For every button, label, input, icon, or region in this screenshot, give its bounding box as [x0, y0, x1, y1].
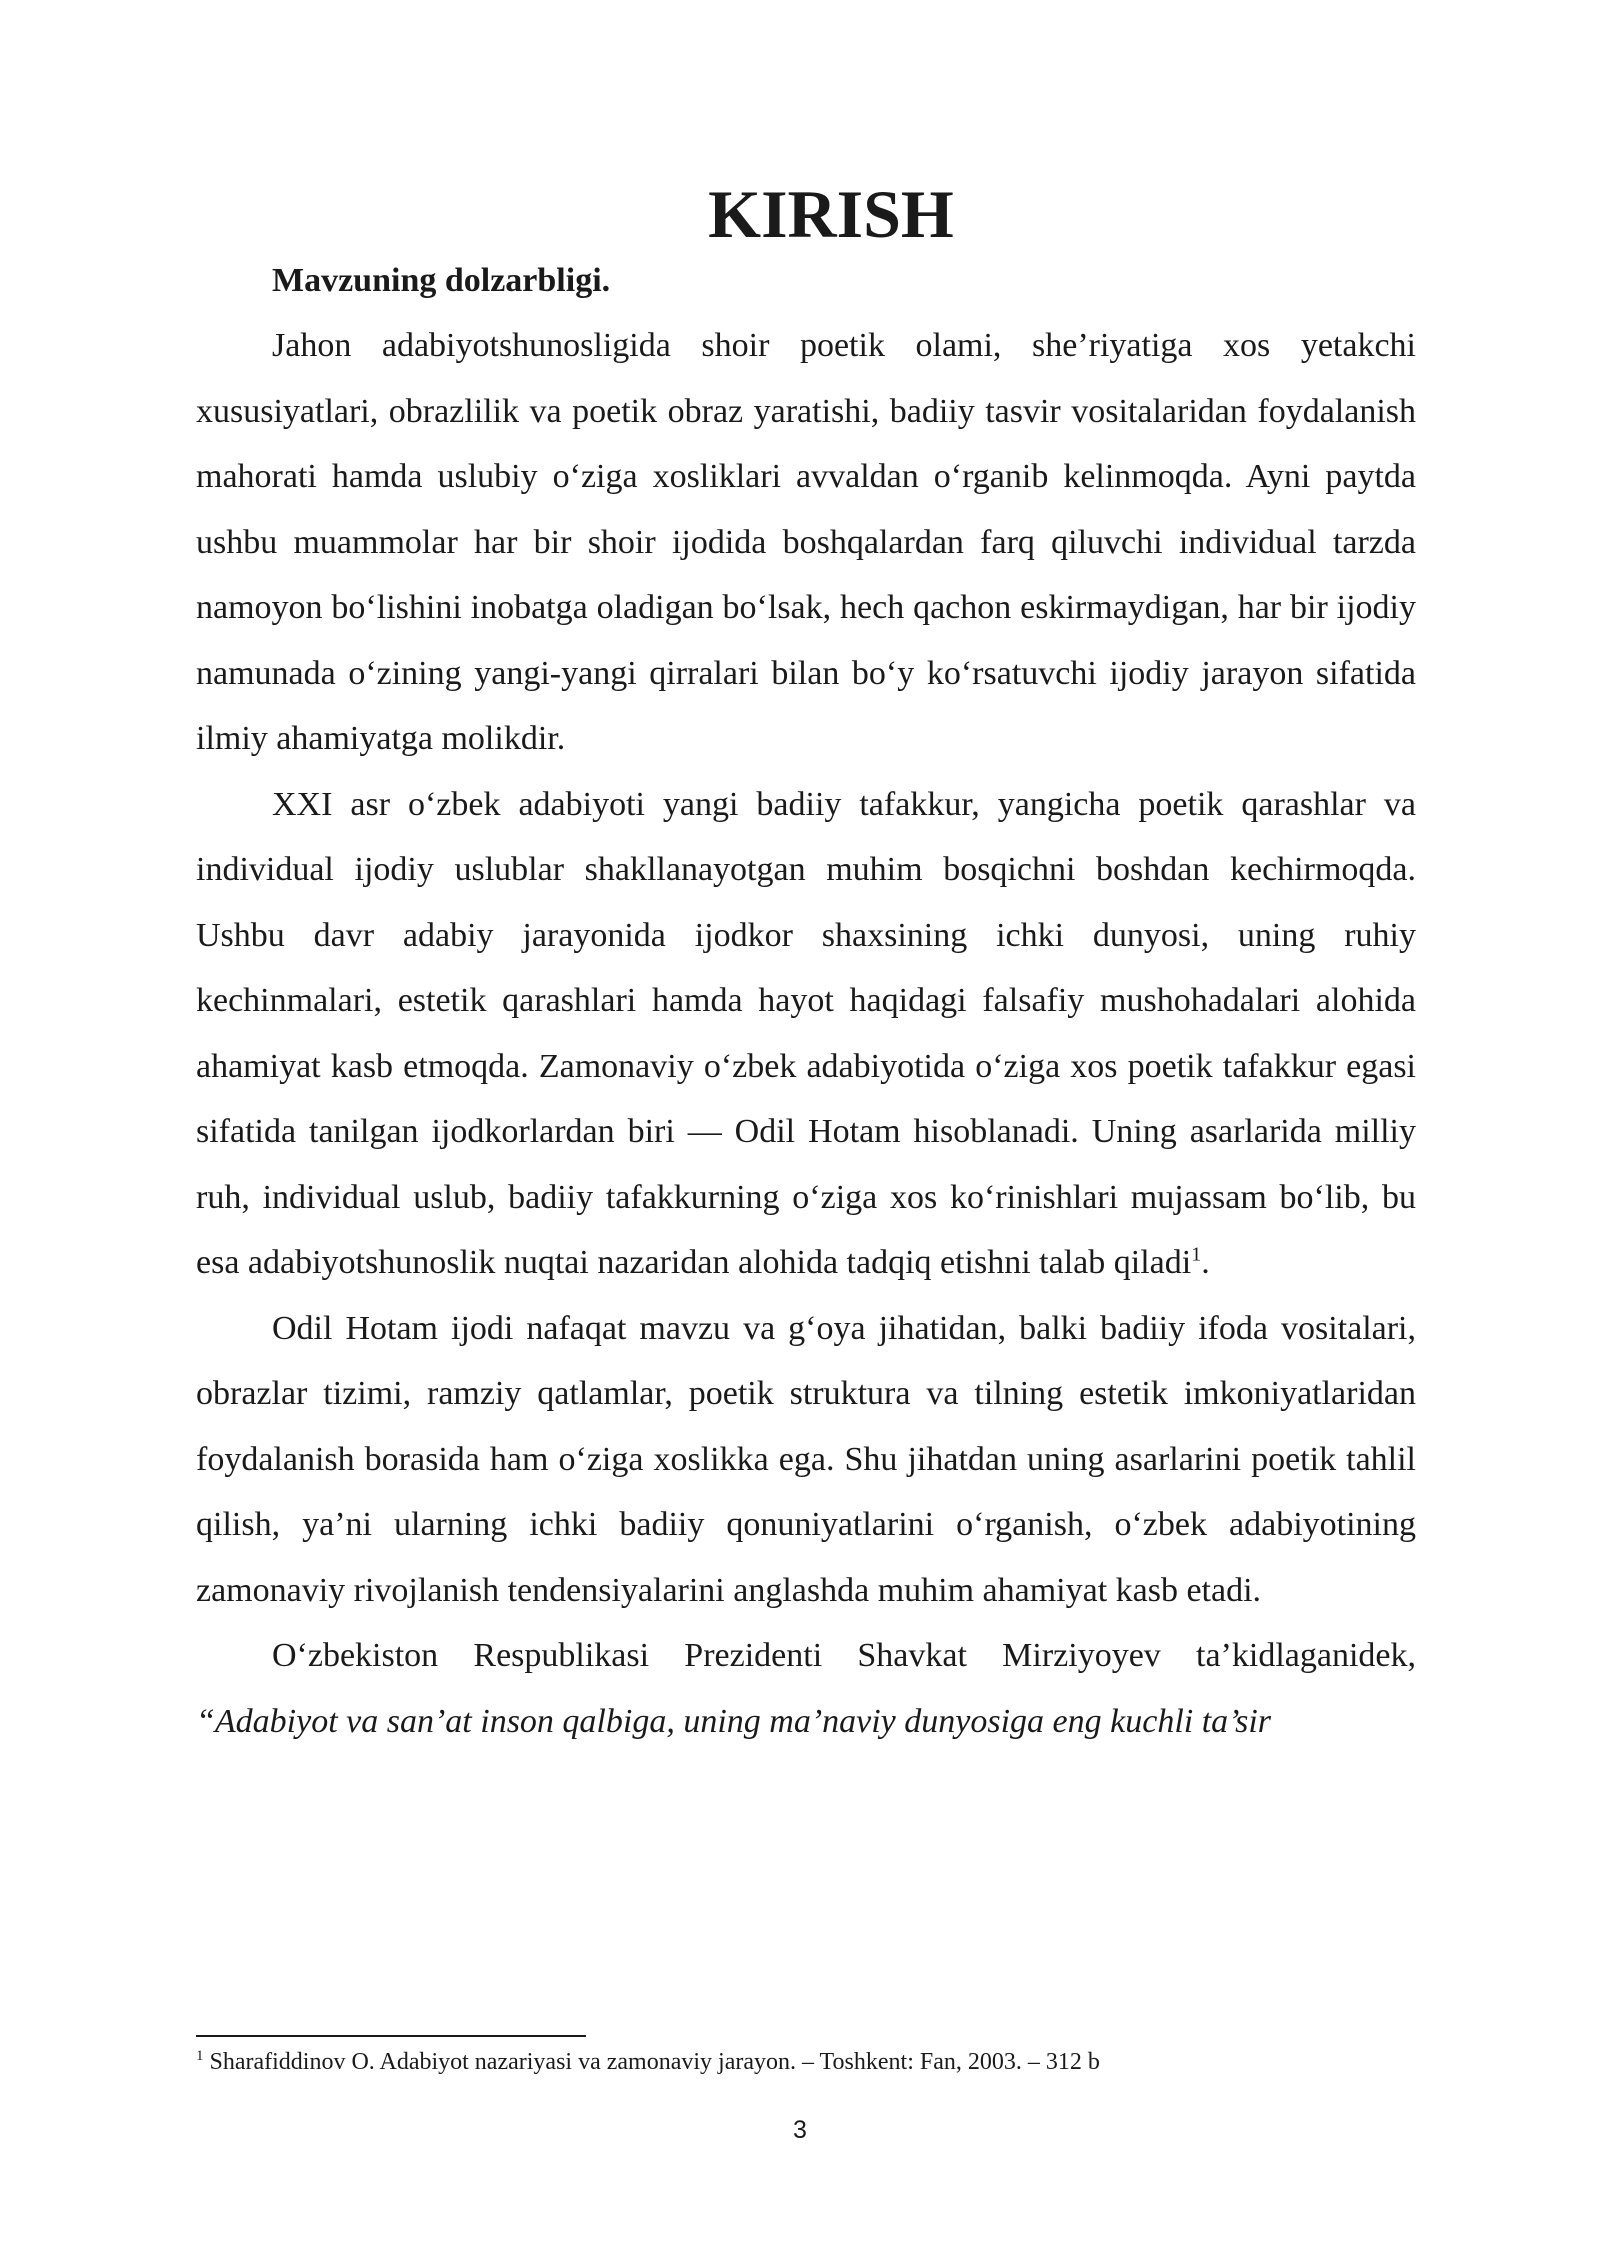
paragraph-2 [196, 772, 1416, 1296]
section-heading: Mavzuning dolzarbligi. [272, 261, 611, 299]
footnote [196, 2046, 1416, 2078]
footnote-reference[interactable]: 1 [1191, 1243, 1202, 1266]
paragraph-4-text: O‘zbekiston Respublikasi Prezidenti Shavkat Mirziyoyev ta’kidlaganidek, [272, 1637, 1416, 1674]
chapter-title: KIRISH [708, 176, 954, 252]
paragraph-1: Jahon adabiyotshunosligida shoir poetik olami, she’riyatiga xos yetakchi xususiyatlari, obrazlilik va poetik obraz yaratishi, badiiy tasvir vositalaridan foydalanish mahorati hamda uslubiy o‘ziga xosliklari avvaldan o‘rganib kelinmoqda. Ayni paytda ushbu muammolar har bir shoir ijodida boshqalardan farq qiluvchi individual tarzda namoyon bo‘lishini inobatga oladigan bo‘lsak, hech qachon eskirmaydigan, har bir ijodiy namunada o‘zining yangi-yangi qirralari bilan bo‘y ko‘rsatuvchi ijodiy jarayon sifatida ilmiy ahamiyatga molikdir. [196, 327, 1416, 757]
footnote-marker: 1 [196, 2048, 204, 2064]
page-number: 3 [793, 2116, 807, 2144]
paragraph-3: Odil Hotam ijodi nafaqat mavzu va g‘oya jihatidan, balki badiiy ifoda vositalari, obrazlar tizimi, ramziy qatlamlar, poetik struktura va tilning estetik imkoniyatlaridan foydalanish borasida ham o‘ziga xoslikka ega. Shu jihatdan uning asarlarini poetik tahlil qilish, ya’ni ularning ichki badiiy qonuniyatlarini o‘rganish, o‘zbek adabiyotining zamonaviy rivojlanish tendensiyalarini anglashda muhim ahamiyat kasb etadi. [196, 1309, 1416, 1609]
paragraph-2-text: XXI asr o‘zbek adabiyoti yangi badiiy tafakkur, yangicha poetik qarashlar va individual ijodiy uslublar shakllanayotgan muhim bosqichni boshdan kechirmoqda. Ushbu davr adabiy jarayonida ijodkor shaxsining ichki dunyosi, uning ruhiy kechinmalari, estetik qarashlari hamda hayot haqidagi falsafiy mushohadalari alohida ahamiyat kasb etmoqda. Zamonaviy o‘zbek adabiyotida o‘ziga xos poetik tafakkur egasi sifatida tanilgan ijodkorlardan biri — Odil Hotam hisoblanadi. Uning asarlarida milliy ruh, individual uslub, badiiy tafakkurning o‘ziga xos ko‘rinishlari mujassam bo‘lib, bu esa adabiyotshunoslik nuqtai nazaridan alohida tadqiq etishni talab qiladi [196, 785, 1416, 1281]
paragraph-2-end: . [1201, 1244, 1210, 1281]
quote-fragment: “Adabiyot va san’at inson qalbiga, uning ma’naviy dunyosiga eng kuchli ta’sir [196, 1702, 1272, 1740]
body-text [196, 176, 1416, 1754]
paragraph-4 [196, 1623, 1416, 1754]
footnote-text: Sharafiddinov O. Adabiyot nazariyasi va zamonaviy jarayon. – Toshkent: Fan, 2003. – 312 b [209, 2049, 1100, 2075]
footnote-separator [196, 2035, 586, 2037]
